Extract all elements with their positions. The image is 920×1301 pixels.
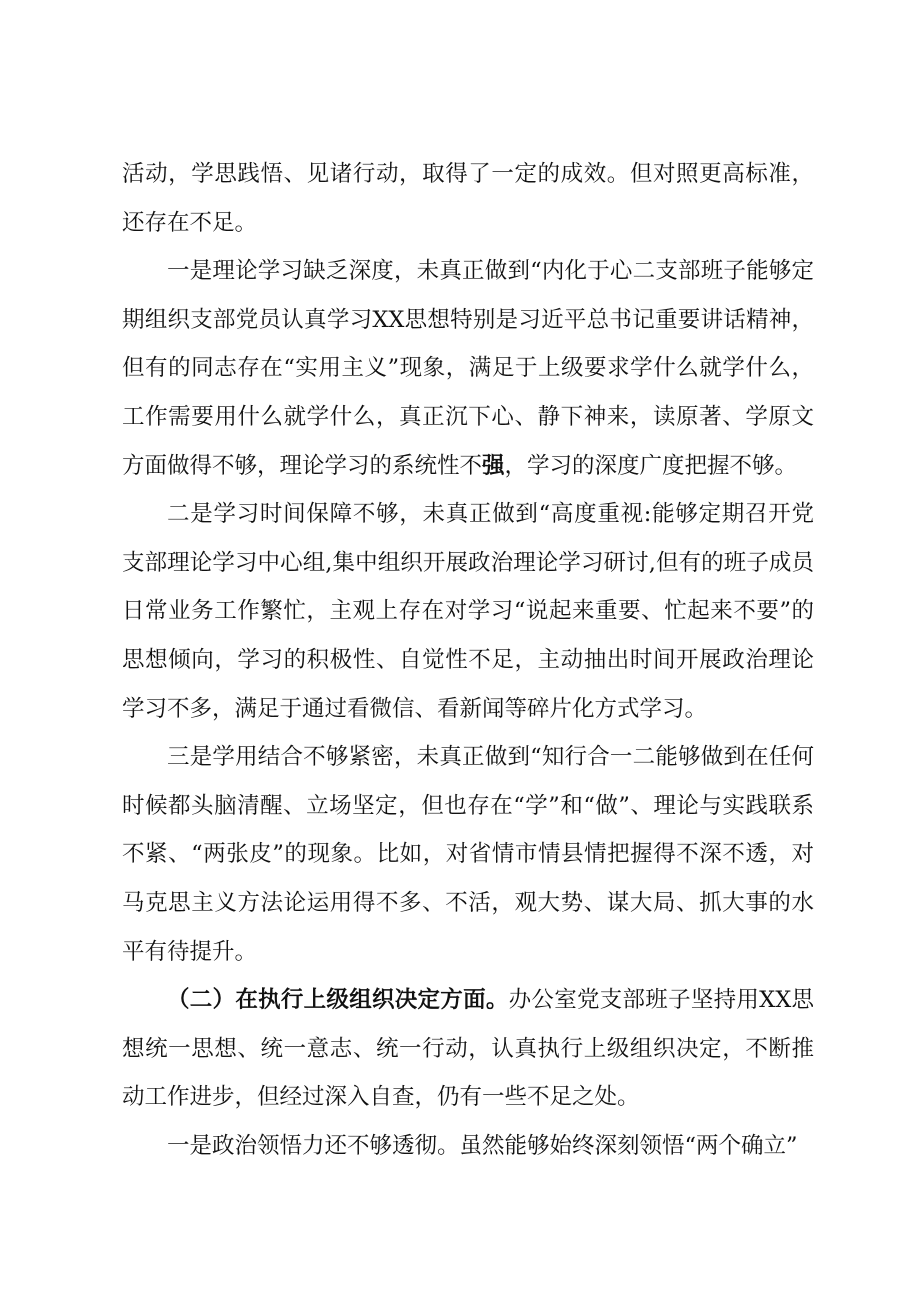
paragraph-theory-depth <box>122 247 814 490</box>
paragraph-theory-practice <box>122 733 814 976</box>
document-body <box>122 150 814 1170</box>
bold-character: 强 <box>482 452 505 479</box>
section-heading: （二）在执行上级组织决定方面。 <box>167 987 509 1014</box>
paragraph-study-time <box>122 490 814 733</box>
paragraph-text: 二是学习时间保障不够，未真正做到“高度重视:能够定期召开党支部理论学习中心组,集中组织开展政治理论学习研讨,但有的班子成员日常业务工作繁忙，主观上存在对学习“说起来重要、忙起来不要”的思想倾向，学习的积极性、自觉性不足，主动抽出时间开展政治理论学习不多，满足于通过看微信、看新闻等碎片化方式学习。 <box>122 501 814 722</box>
paragraph-text: ，学习的深度广度把握不够。 <box>504 452 798 479</box>
paragraph-section-two <box>122 976 814 1122</box>
paragraph-text: 活动，学思践悟、见诸行动，取得了一定的成效。但对照更高标准，还存在不足。 <box>122 161 814 236</box>
paragraph-text: 一是政治领悟力还不够透彻。虽然能够始终深刻领悟“两个确立” <box>167 1132 798 1159</box>
paragraph-text: 一是理论学习缺乏深度，未真正做到“内化于心二支部班子能够定期组织支部党员认真学习XX思想特别是习近平总书记重要讲话精神，但有的同志存在“实用主义”现象，满足于上级要求学什么就学什么，工作需要用什么就学什么，真正沉下心、静下神来，读原著、学原文方面做得不够，理论学习的系统性不 <box>122 258 814 479</box>
paragraph-text: 三是学用结合不够紧密，未真正做到“知行合一二能够做到在任何时候都头脑清醒、立场坚定，但也存在“学”和“做”、理论与实践联系不紧、“两张皮”的现象。比如，对省情市情县情把握得不深不透，对马克思主义方法论运用得不多、不活，观大势、谋大局、抓大事的水平有待提升。 <box>122 744 814 965</box>
paragraph-text: 办公室党支部班子坚持用XX思想统一思想、统一意志、统一行动，认真执行上级组织决定，不断推动工作进步，但经过深入自查，仍有一些不足之处。 <box>122 987 814 1111</box>
paragraph-political-insight <box>122 1122 814 1171</box>
paragraph-continuation <box>122 150 814 247</box>
